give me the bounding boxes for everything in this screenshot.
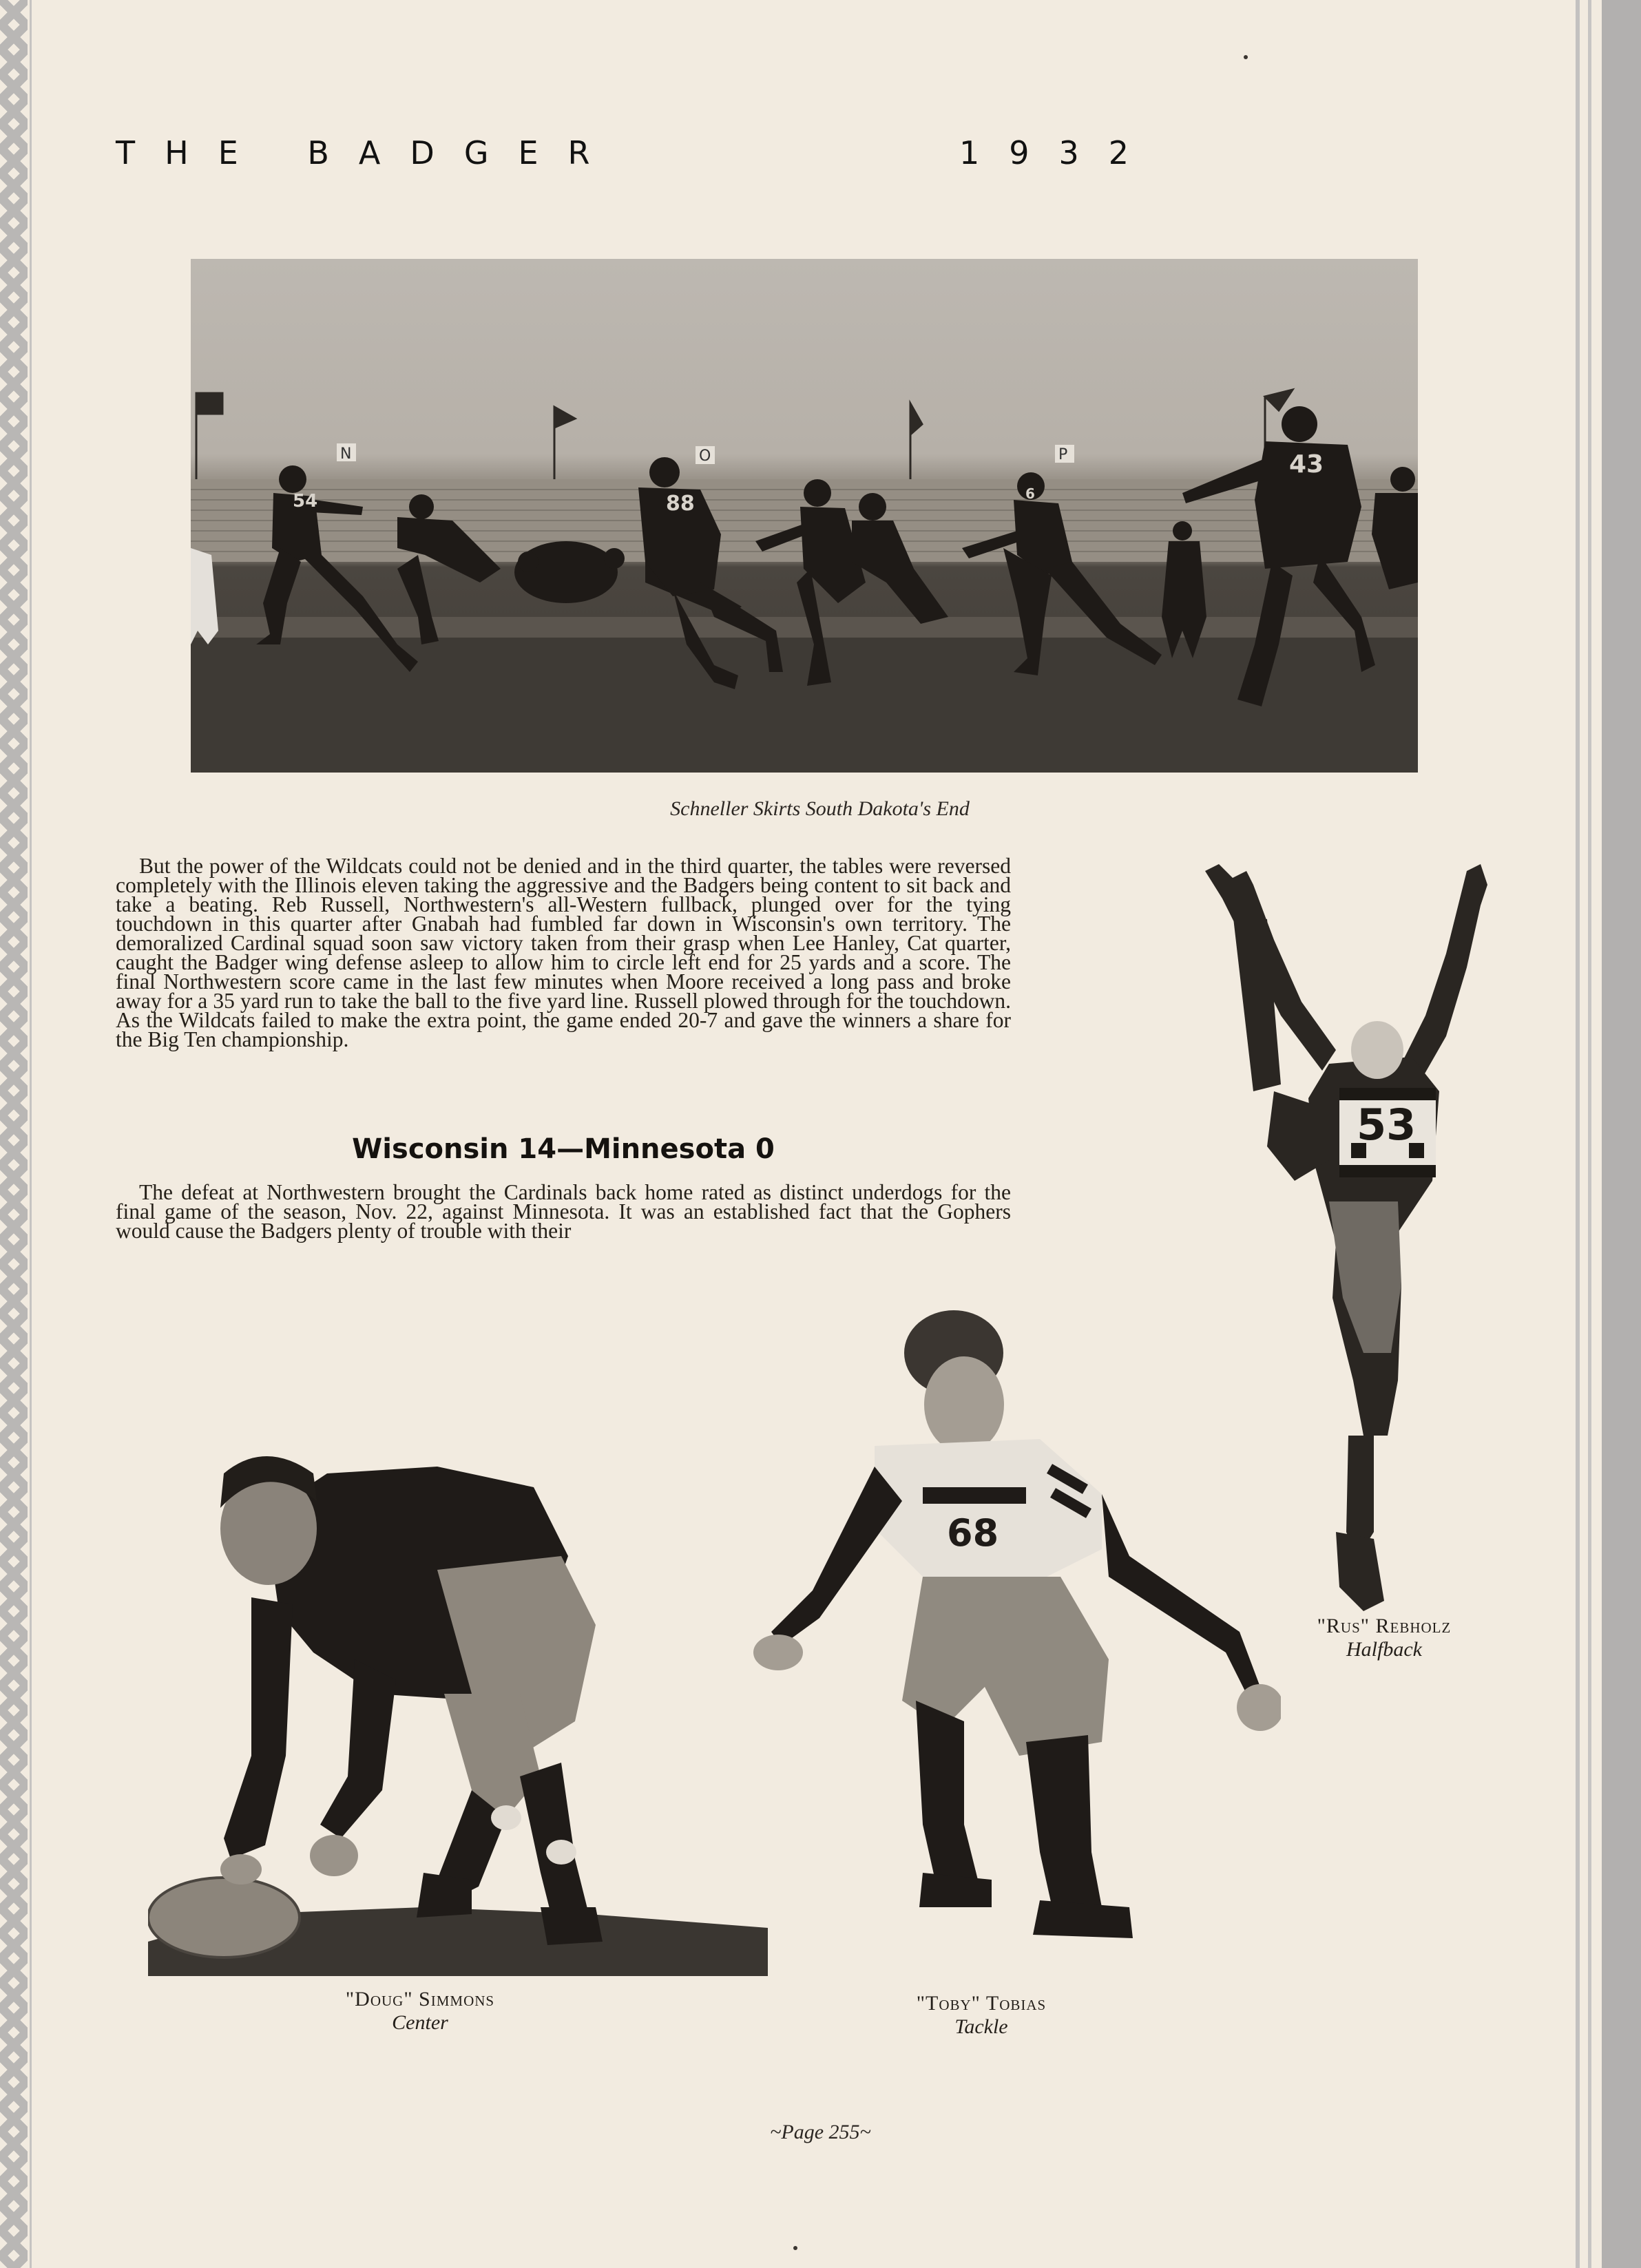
page-header (116, 134, 1204, 182)
rebholz-jersey-number: 53 (1357, 1100, 1417, 1150)
rebholz-position: Halfback (1346, 1638, 1422, 1661)
right-decorative-border (1576, 0, 1641, 2268)
main-photo-caption: Schneller Skirts South Dakota's End (670, 797, 970, 820)
tobias-photo (716, 1301, 1281, 1983)
simmons-caption (296, 1988, 544, 2035)
stadium-letter-p: P (1058, 446, 1068, 463)
section-heading: Wisconsin 14—Minnesota 0 (352, 1133, 775, 1165)
header-title: THE BADGER (116, 134, 620, 171)
stadium-letter-o: O (699, 448, 711, 465)
tobias-name: "Toby" Tobias (916, 1992, 1047, 2015)
game-action-photo (191, 259, 1418, 773)
rebholz-caption (1267, 1615, 1501, 1661)
jersey-number-6: 6 (1025, 485, 1035, 502)
simmons-photo (148, 1432, 782, 1983)
left-decorative-border (0, 0, 28, 2268)
tobias-position: Tackle (954, 2015, 1008, 2038)
jersey-number-54: 54 (293, 491, 318, 512)
stadium-letter-n: N (340, 445, 352, 463)
article-paragraph-2: The defeat at Northwestern brought the Cardinals back home rated as distinct underdogs for the final game of the season, Nov. 22, against Minnesota. It was an established fact that the Gophers would cause the Badgers plenty of trouble with their (116, 1180, 1011, 1243)
header-year: 1932 (959, 134, 1159, 171)
jersey-number-88: 88 (666, 492, 695, 516)
jersey-number-43: 43 (1289, 450, 1324, 479)
page-number: ~Page 255~ (770, 2121, 871, 2143)
stadium-letter-signs (337, 443, 1074, 465)
rebholz-name: "Rus" Rebholz (1317, 1615, 1452, 1637)
simmons-position: Center (392, 2011, 448, 2034)
print-speck (1244, 55, 1248, 59)
tobias-caption (857, 1992, 1105, 2039)
tobias-jersey-number: 68 (947, 1511, 999, 1555)
article-paragraph-1: But the power of the Wildcats could not be denied and in the third quarter, the tables were reversed completely with the Illinois eleven taking the aggressive and the Badgers being content to sit back and take a beating. Reb Russell, Northwestern's all-Western fullback, plunged over for the tying touchdown in this quarter after Gnabah had fumbled far down in Wisconsin's own territory. The demoralized Cardinal squad soon saw victory taken from their grasp when Lee Hanley, Cat quarter, caught the Badger wing defense asleep to allow him to circle left end for 25 yards and a score. The final Northwestern score came in the last few minutes when Moore received a long pass and broke away for a 35 yard run to take the ball to the five yard line. Russell plowed through for the touchdown. As the Wildcats failed to make the extra point, the game ended 20-7 and gave the winners a share for the Big Ten championship. (116, 854, 1011, 1051)
print-speck (793, 2246, 797, 2250)
simmons-name: "Doug" Simmons (345, 1988, 495, 2010)
